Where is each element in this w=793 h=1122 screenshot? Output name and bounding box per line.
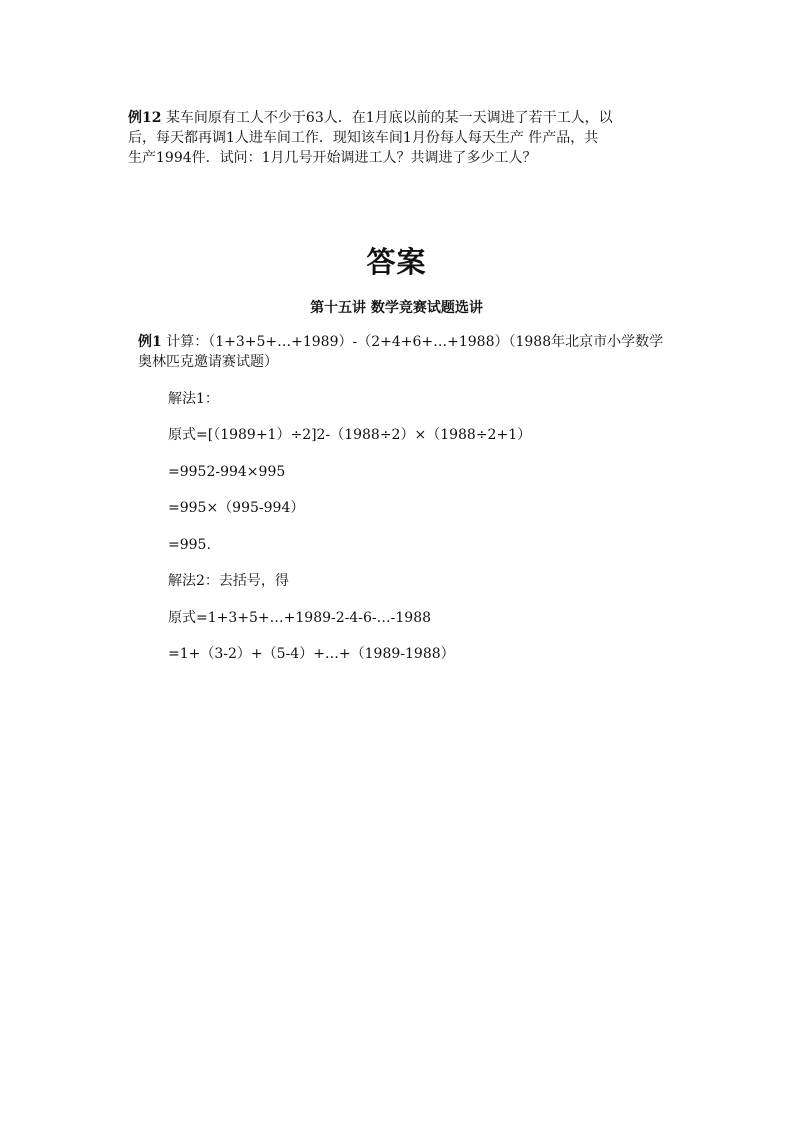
problem-12-line-3: 生产1994件．试问：1月几号开始调进工人？共调进了多少工人？ <box>128 150 537 166</box>
example-1-line-1 <box>138 332 678 352</box>
problem-12-line-1 <box>128 108 668 128</box>
solution-step-1: 原式=[（1989+1）÷2]2-（1988÷2）×（1988÷2+1） <box>168 427 532 443</box>
problem-12-text-1: 某车间原有工人不少于63人．在1月底以前的某一天调进了若干工人，以 <box>161 110 613 126</box>
example-1 <box>138 332 678 372</box>
problem-12 <box>128 108 668 168</box>
solution-step-2: =9952-994×995 <box>168 464 286 480</box>
solution-step-6: =1+（3-2）+（5-4）+…+（1989-1988） <box>168 646 455 662</box>
solution-step-5: 原式=1+3+5+…+1989-2-4-6-…-1988 <box>168 610 432 626</box>
answer-heading: 答案 <box>366 245 427 279</box>
solution-step-3: =995×（995-994） <box>168 500 305 516</box>
example-1-label: 例1 <box>138 334 162 350</box>
example-1-text-1: 计算：（1+3+5+…+1989）-（2+4+6+…+1988）（1988年北京市小学数学 <box>161 334 664 350</box>
solution-step-4: =995. <box>168 537 211 553</box>
problem-12-label: 例12 <box>128 110 162 126</box>
method-1-label: 解法1： <box>168 391 219 407</box>
lecture-heading: 第十五讲 数学竞赛试题选讲 <box>310 300 483 316</box>
method-2-label: 解法2：去括号，得 <box>168 573 289 589</box>
example-1-line-2: 奥林匹克邀请赛试题） <box>138 354 278 370</box>
problem-12-line-2: 后，每天都再调1人进车间工作．现知该车间1月份每人每天生产 件产品，共 <box>128 130 599 146</box>
